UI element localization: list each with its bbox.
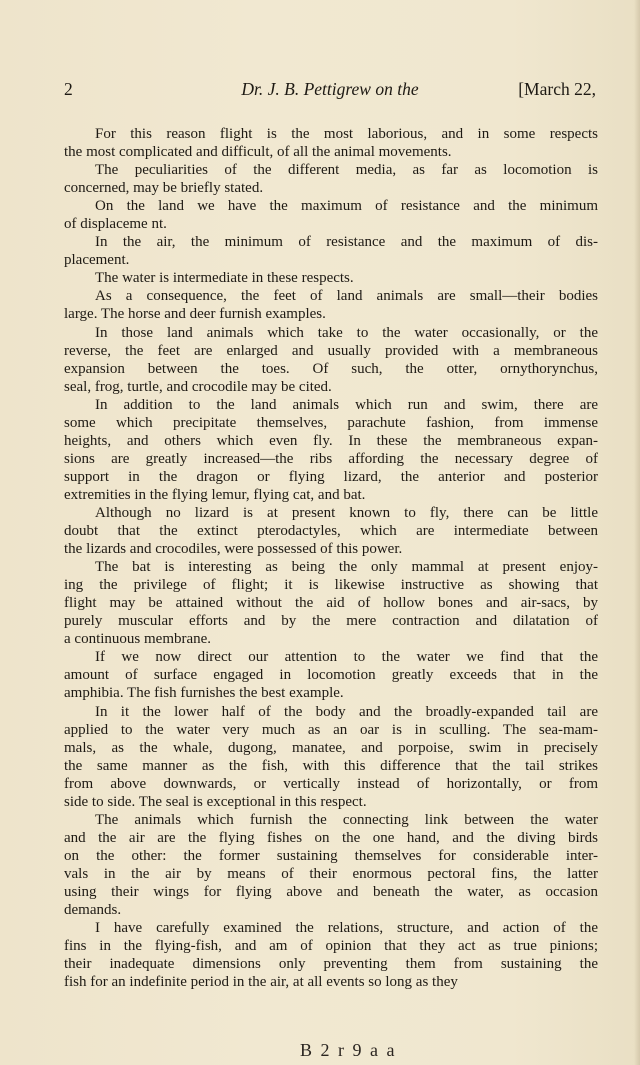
text-line: In it the lower half of the body and the broadly-expanded tail are	[95, 703, 598, 720]
text-line: If we now direct our attention to the water we find that the	[95, 649, 598, 666]
text-line: In the air, the minimum of resistance and the maximum of dis-	[95, 234, 598, 251]
text-line: flight may be attained without the aid of hollow bones and air-sacs, by	[64, 595, 598, 612]
page-number: 2	[64, 79, 73, 99]
text-line: the same manner as the fish, with this difference that the tail strikes	[64, 757, 598, 774]
text-line: on the other: the former sustaining themselves for considerable inter-	[64, 847, 598, 864]
text-line: vals in the air by means of their enormous pectoral fins, the latter	[64, 865, 598, 882]
text-line: some which precipitate themselves, parachute fashion, from immense	[64, 414, 598, 431]
text-line: support in the dragon or flying lizard, the anterior and posterior	[64, 468, 598, 485]
text-line: from above downwards, or vertically instead of horizontally, or from	[64, 775, 598, 792]
text-line: The water is intermediate in these respects.	[95, 270, 354, 287]
text-line: of displaceme nt.	[64, 216, 167, 233]
text-line: The peculiarities of the different media, as far as locomotion is	[95, 162, 598, 179]
text-line: The animals which furnish the connecting link between the water	[95, 811, 598, 828]
text-line: the most complicated and difficult, of all the animal movements.	[64, 144, 452, 161]
text-line: and the air are the flying fishes on the one hand, and the diving birds	[64, 829, 598, 846]
text-line: amount of surface engaged in locomotion greatly exceeds that in the	[64, 667, 598, 684]
text-line: large. The horse and deer furnish examples.	[64, 306, 326, 323]
text-line: On the land we have the maximum of resistance and the minimum	[95, 198, 598, 215]
text-line: their inadequate dimensions only preventing them from sustaining the	[64, 956, 598, 973]
text-line: I have carefully examined the relations, structure, and action of the	[95, 920, 598, 937]
text-line: the lizards and crocodiles, were possessed of this power.	[64, 541, 403, 558]
page-header	[64, 79, 596, 103]
text-line: mals, as the whale, dugong, manatee, and porpoise, swim in precisely	[64, 739, 598, 756]
text-line: applied to the water very much as an oar is in sculling. The sea-mam-	[64, 721, 598, 738]
text-line: reverse, the feet are enlarged and usually provided with a membraneous	[64, 342, 598, 359]
text-line: sions are greatly increased—the ribs affording the necessary degree of	[64, 450, 598, 467]
text-line: doubt that the extinct pterodactyles, which are intermediate between	[64, 523, 598, 540]
text-line: The bat is interesting as being the only mammal at present enjoy-	[95, 559, 598, 576]
text-line: a continuous membrane.	[64, 631, 212, 648]
text-line: side to side. The seal is exceptional in this respect.	[64, 793, 367, 810]
text-line: amphibia. The fish furnishes the best example.	[64, 685, 344, 702]
text-line: concerned, may be briefly stated.	[64, 180, 264, 197]
text-line: As a consequence, the feet of land animals are small—their bodies	[95, 288, 598, 305]
body-text	[64, 125, 598, 991]
text-line: using their wings for flying above and beneath the water, as occasion	[64, 883, 598, 900]
text-line: For this reason flight is the most laborious, and in some respects	[95, 126, 598, 142]
running-date: [March 22,	[518, 79, 596, 99]
signature-mark: B 2 r 9 a a	[300, 1040, 397, 1060]
text-line: placement.	[64, 252, 130, 269]
text-line: fish for an indefinite period in the air, at all events so long as they	[64, 974, 458, 991]
text-line: expansion between the toes. Of such, the otter, ornythorynchus,	[64, 360, 598, 377]
running-head: Dr. J. B. Pettigrew on the	[241, 79, 419, 99]
text-line: fins in the flying-fish, and am of opinion that they act as true pinions;	[64, 938, 598, 955]
text-line: demands.	[64, 902, 122, 919]
text-line: Although no lizard is at present known to fly, there can be little	[95, 504, 598, 521]
text-line: seal, frog, turtle, and crocodile may be cited.	[64, 378, 332, 395]
text-line: ing the privilege of flight; it is likewise instructive as showing that	[64, 577, 598, 594]
text-line: heights, and others which even fly. In these the membraneous expan-	[64, 432, 598, 449]
page-edge-shadow	[634, 0, 640, 1065]
text-line: extremities in the flying lemur, flying cat, and bat.	[64, 486, 366, 503]
text-line: purely muscular efforts and by the mere contraction and dilatation of	[64, 613, 598, 630]
text-line: In addition to the land animals which run and swim, there are	[95, 396, 598, 413]
text-line: In those land animals which take to the water occasionally, or the	[95, 324, 598, 341]
